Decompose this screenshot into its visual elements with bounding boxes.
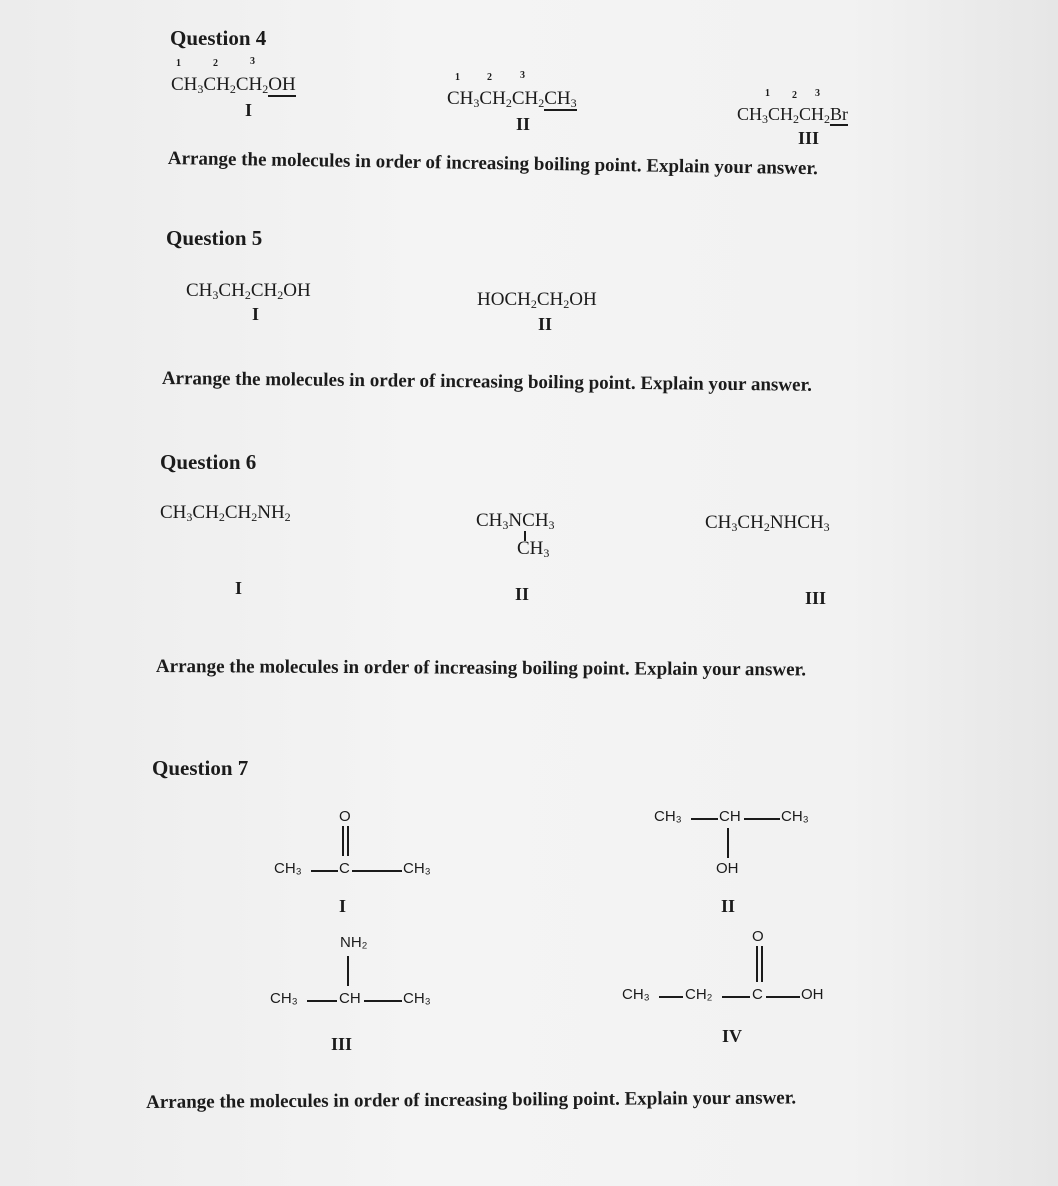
carbon-number-2: 2 (213, 58, 218, 69)
q6-instruction: Arrange the molecules in order of increasing boiling point. Explain your answer. (155, 656, 807, 681)
carbon-number-2: 2 (792, 90, 797, 101)
carbon-number-1: 1 (455, 72, 460, 83)
double-bond-line-b (761, 946, 763, 982)
q7-s1-carbonyl-carbon: C (339, 860, 350, 877)
q4-molecule-3-label: III (798, 128, 820, 148)
q5-molecule-2-formula: $HOCH_2CH_2OH$ (477, 289, 597, 311)
question-7-title: Question 7 (152, 756, 249, 780)
q5-molecule-1-label: I (252, 304, 260, 324)
q4-molecule-2-label: II (516, 114, 531, 134)
q7-s4-methyl: CH₃ (622, 986, 650, 1003)
q4-molecule-3-formula: $CH_3CH_2CH_2Br$ (737, 104, 849, 126)
q5-molecule-1-formula: $CH_3CH_2CH_2OH$ (186, 280, 311, 302)
q7-structure-3-label: III (331, 1034, 353, 1054)
question-4-title: Question 4 (170, 26, 267, 50)
q5-molecule-2-label: II (538, 314, 553, 334)
q7-s3-central-carbon: CH (339, 990, 361, 1007)
carbon-number-1: 1 (765, 88, 770, 99)
q7-s2-central-carbon: CH (719, 808, 741, 825)
single-bond (659, 996, 683, 998)
q6-molecule-1-formula: $CH_3CH_2CH_2NH_2$ (160, 502, 291, 524)
q6-molecule-3-formula: $CH_3CH_2NHCH_3$ (705, 512, 830, 534)
q6-molecule-2-label: II (515, 584, 530, 604)
q6-molecule-1-label: I (235, 578, 243, 598)
q4-instruction: Arrange the molecules in order of increasing boiling point. Explain your answer. (167, 148, 819, 180)
q5-instruction: Arrange the molecules in order of increasing boiling point. Explain your answer. (161, 368, 813, 396)
q6-molecule-2-branch-methyl: $CH_3$ (517, 538, 550, 560)
q7-s1-carbonyl-oxygen: O (339, 808, 351, 825)
q7-s3-left-methyl: CH₃ (270, 990, 298, 1007)
q7-s2-left-methyl: CH₃ (654, 808, 682, 825)
q7-s2-right-methyl: CH₃ (781, 808, 809, 825)
q7-s2-hydroxyl: OH (716, 860, 739, 877)
single-bond (352, 870, 402, 872)
carbon-number-3: 3 (520, 70, 525, 81)
single-bond (307, 1000, 337, 1002)
q7-s3-amino-group: NH₂ (340, 934, 368, 951)
carbon-number-2: 2 (487, 72, 492, 83)
q7-s4-carbonyl-oxygen: O (752, 928, 764, 945)
q7-s1-left-methyl: CH₃ (274, 860, 302, 877)
single-bond-vertical (727, 828, 729, 858)
q7-s1-right-methyl: CH₃ (403, 860, 431, 877)
single-bond (722, 996, 750, 998)
q7-structure-4-label: IV (722, 1026, 743, 1046)
question-5-title: Question 5 (166, 226, 263, 250)
single-bond (364, 1000, 402, 1002)
single-bond (744, 818, 780, 820)
double-bond-line-b (347, 826, 349, 856)
carbon-number-3: 3 (815, 88, 820, 99)
carbon-number-1: 1 (176, 58, 181, 69)
q7-s4-methylene: CH₂ (685, 986, 713, 1003)
q7-s3-right-methyl: CH₃ (403, 990, 431, 1007)
double-bond-line-a (756, 946, 758, 982)
single-bond (691, 818, 718, 820)
double-bond-line-a (342, 826, 344, 856)
q6-molecule-2-formula: $CH_3NCH_3$ (476, 510, 555, 532)
single-bond-vertical (347, 956, 349, 986)
q4-molecule-1-formula: $CH_3CH_2CH_2OH$ (171, 74, 296, 96)
q4-molecule-2-formula: $CH_3CH_2CH_2CH_3$ (447, 88, 577, 110)
question-6-title: Question 6 (160, 450, 257, 474)
q4-molecule-1-label: I (245, 100, 253, 120)
single-bond (311, 870, 338, 872)
q7-s4-carboxyl-carbon: C (752, 986, 763, 1003)
q6-molecule-3-label: III (805, 588, 827, 608)
carbon-number-3: 3 (250, 56, 255, 67)
q7-structure-1-label: I (339, 896, 347, 916)
q7-structure-2-label: II (721, 896, 736, 916)
single-bond (766, 996, 800, 998)
q7-s4-hydroxyl: OH (801, 986, 824, 1003)
q7-instruction: Arrange the molecules in order of increasing boiling point. Explain your answer. (146, 1087, 797, 1113)
